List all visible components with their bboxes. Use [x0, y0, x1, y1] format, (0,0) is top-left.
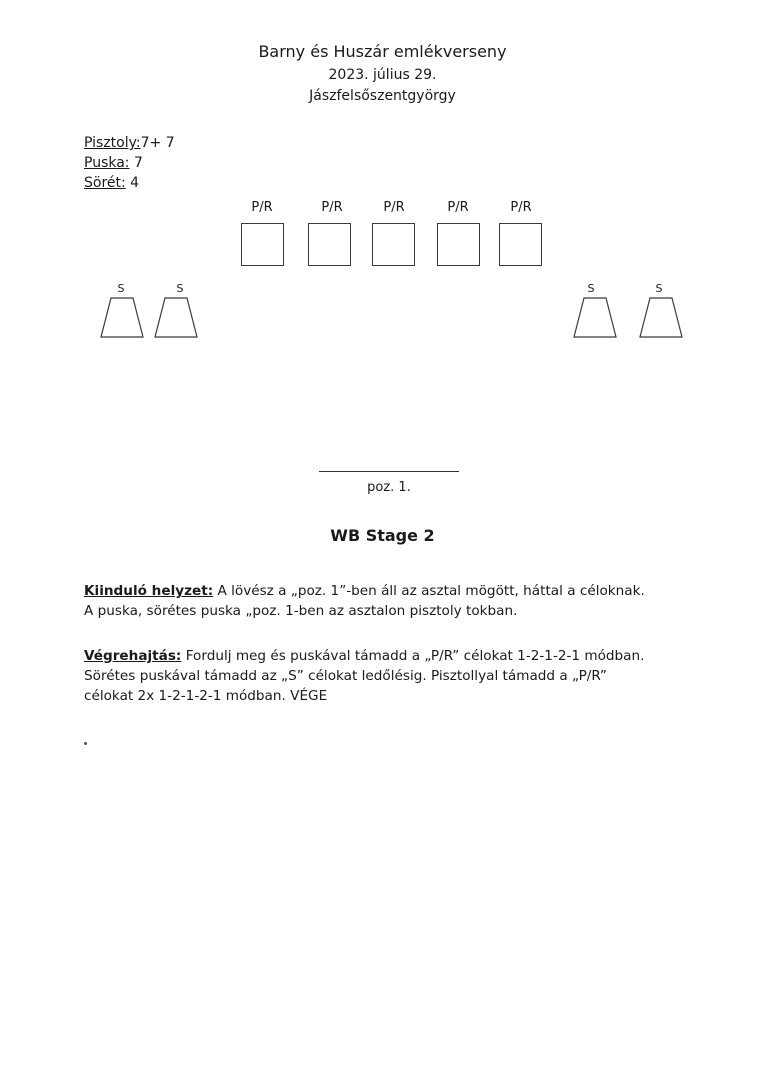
s-target-shape [101, 297, 145, 339]
pr-target-label: P/R [251, 200, 273, 215]
pr-target-box [241, 223, 284, 266]
stage-title: WB Stage 2 [330, 526, 435, 545]
table-line [319, 471, 459, 472]
s-target-shape [155, 297, 199, 339]
pr-target-label: P/R [447, 200, 469, 215]
count-rifle: Puska: 7 [84, 155, 143, 171]
s-target-label: S [655, 282, 663, 295]
s-target-label: S [587, 282, 595, 295]
pr-target-box [372, 223, 415, 266]
start-position-line: A puska, sörétes puska „poz. 1-ben az asztalon pisztoly tokban. [84, 603, 518, 619]
start-position-paragraph [84, 581, 684, 621]
pr-target-box [499, 223, 542, 266]
count-pistol: Pisztoly:7+ 7 [84, 135, 175, 151]
count-shotgun: Sörét: 4 [84, 175, 140, 191]
execution-line: célokat 2x 1-2-1-2-1 módban. VÉGE [84, 688, 328, 704]
document-title: Barny és Huszár emlékverseny [258, 42, 507, 61]
pr-target-box [437, 223, 480, 266]
position-label: poz. 1. [367, 480, 411, 495]
event-place: Jászfelsőszentgyörgy [309, 88, 456, 104]
s-target-shape [640, 297, 684, 339]
stray-dot [84, 742, 87, 745]
event-date: 2023. július 29. [328, 67, 437, 83]
execution-line: Sörétes puskával támadd az „S” célokat ledőlésig. Pisztollyal támadd a „P/R” [84, 668, 607, 684]
execution-line: Végrehajtás: Fordulj meg és puskával támadd a „P/R” célokat 1-2-1-2-1 módban. [84, 648, 645, 664]
pr-target-label: P/R [321, 200, 343, 215]
s-target-label: S [117, 282, 125, 295]
s-target-label: S [176, 282, 184, 295]
start-position-line: Kiinduló helyzet: A lövész a „poz. 1”-ben áll az asztal mögött, háttal a céloknak. [84, 583, 645, 599]
execution-paragraph [84, 646, 684, 706]
round-counts [84, 133, 175, 193]
s-target-shape [574, 297, 618, 339]
pr-target-box [308, 223, 351, 266]
pr-target-label: P/R [383, 200, 405, 215]
pr-target-label: P/R [510, 200, 532, 215]
